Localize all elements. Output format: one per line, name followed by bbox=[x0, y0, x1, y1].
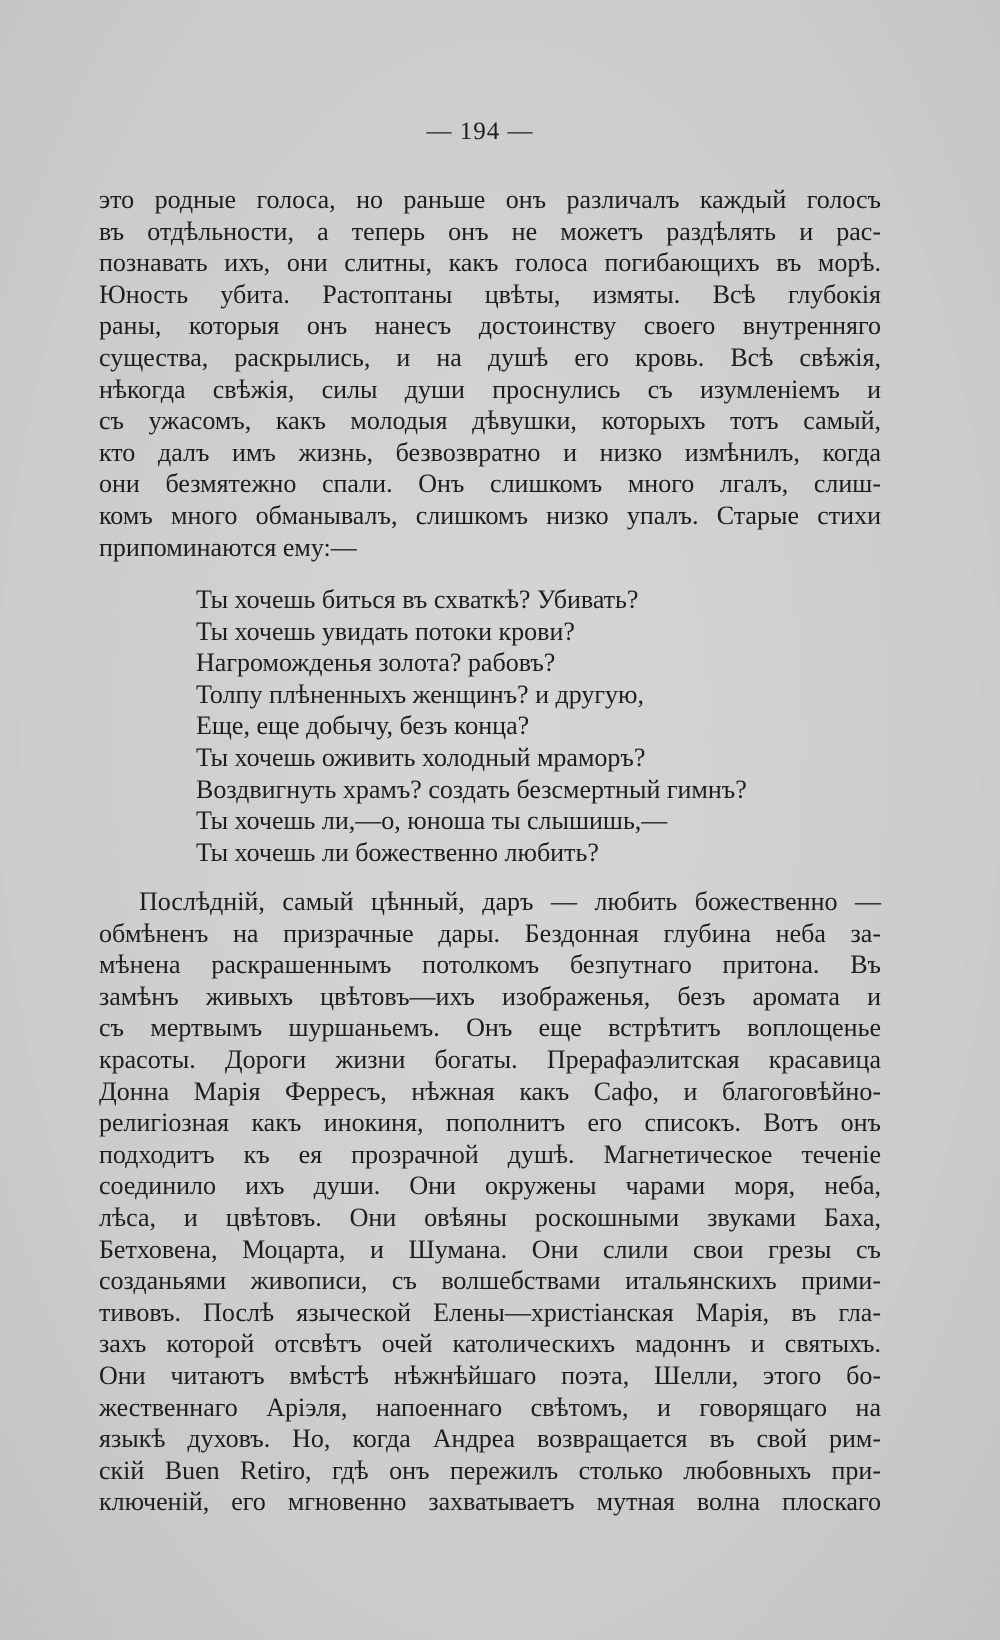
text-line: съ ужасомъ, какъ молодыя дѣвушки, которыхъ тотъ самый, bbox=[99, 406, 881, 436]
text-line: существа, раскрылись, и на душѣ его кровь. Всѣ свѣжiя, bbox=[99, 342, 881, 372]
text-line: Юность убита. Растоптаны цвѣты, измяты. Всѣ глубокiя bbox=[99, 279, 881, 309]
text-line: Донна Марiя Ферресъ, нѣжная какъ Сафо, и благоговѣйно- bbox=[99, 1076, 881, 1106]
verse-block bbox=[196, 584, 747, 868]
text-line: захъ которой отсвѣтъ очей католическихъ мадоннъ и святыхъ. bbox=[99, 1329, 881, 1359]
verse-line: Нагроможденья золота? рабовъ? bbox=[196, 648, 556, 678]
text-line: скiй Buen Retiro, гдѣ онъ пережилъ столько любовныхъ при- bbox=[99, 1455, 881, 1485]
verse-line: Воздвигнуть храмъ? создать безсмертный гимнъ? bbox=[196, 774, 747, 804]
text-line: созданьями живописи, съ волшебствами итальянскихъ прими- bbox=[99, 1266, 881, 1296]
verse-line: Ты хочешь биться въ схваткѣ? Убивать? bbox=[196, 585, 639, 614]
text-line: они безмятежно спали. Онъ слишкомъ много лгалъ, слиш- bbox=[99, 469, 881, 499]
text-line: въ отдѣльности, а теперь онъ не можетъ раздѣлять и рас- bbox=[99, 216, 881, 246]
paragraph-1 bbox=[99, 184, 881, 563]
verse-line: Ты хочешь увидать потоки крови? bbox=[196, 616, 575, 646]
text-line: припоминаются ему:— bbox=[99, 532, 357, 562]
page-number: — 194 — bbox=[426, 118, 534, 145]
text-line: жественнаго Арiэля, напоеннаго свѣтомъ, и говорящаго на bbox=[99, 1392, 881, 1422]
text-line: замѣнъ живыхъ цвѣтовъ—ихъ изображенья, безъ аромата и bbox=[99, 981, 881, 1011]
text-line: нѣкогда свѣжiя, силы души проснулись съ изумленiемъ и bbox=[99, 374, 881, 404]
text-line: соединило ихъ души. Они окружены чарами моря, неба, bbox=[99, 1171, 881, 1201]
text-line: красоты. Дороги жизни богаты. Прерафаэлитская красавица bbox=[99, 1044, 881, 1074]
text-line: съ мертвымъ шуршаньемъ. Онъ еще встрѣтитъ воплощенье bbox=[99, 1013, 881, 1043]
verse-line: Толпу плѣненныхъ женщинъ? и другую, bbox=[196, 679, 644, 709]
text-line: Они читаютъ вмѣстѣ нѣжнѣйшаго поэта, Шелли, этого бо- bbox=[99, 1360, 881, 1390]
text-line: лѣса, и цвѣтовъ. Они овѣяны роскошными звуками Баха, bbox=[99, 1202, 881, 1232]
text-line: мѣнена раскрашеннымъ потолкомъ безпутнаго притона. Въ bbox=[99, 950, 881, 980]
text-line: языкѣ духовъ. Но, когда Андреа возвращается въ свой рим- bbox=[99, 1424, 881, 1454]
verse-line: Ты хочешь ли божественно любить? bbox=[196, 837, 599, 867]
text-line: это родные голоса, но раньше онъ различалъ каждый голосъ bbox=[99, 185, 881, 214]
text-line: познавать ихъ, они слитны, какъ голоса погибающихъ въ морѣ. bbox=[99, 248, 881, 278]
text-line: обмѣненъ на призрачные дары. Бездонная глубина неба за- bbox=[99, 918, 881, 948]
paragraph-2 bbox=[99, 886, 881, 1518]
text-line: раны, которыя онъ нанесъ достоинству своего внутренняго bbox=[99, 311, 881, 341]
text-line: религiозная какъ инокиня, пополнитъ его списокъ. Вотъ онъ bbox=[99, 1108, 881, 1138]
verse-line: Ты хочешь ли,—о, юноша ты слышишь,— bbox=[196, 806, 668, 836]
verse-line: Ты хочешь оживить холодный мраморъ? bbox=[196, 742, 646, 772]
verse-line: Еще, еще добычу, безъ конца? bbox=[196, 711, 530, 741]
text-line: ключенiй, его мгновенно захватываетъ мутная волна плоскаго bbox=[99, 1487, 881, 1517]
text-line: Бетховена, Моцарта, и Шумана. Они слили свои грезы съ bbox=[99, 1234, 881, 1264]
text-line: Послѣднiй, самый цѣнный, даръ — любить божественно — bbox=[139, 887, 881, 916]
text-line: кто далъ имъ жизнь, безвозвратно и низко измѣнилъ, когда bbox=[99, 437, 881, 467]
text-line: комъ много обманывалъ, слишкомъ низко упалъ. Старые стихи bbox=[99, 500, 881, 530]
text-line: подходитъ къ ея прозрачной душѣ. Магнетическое теченiе bbox=[99, 1139, 881, 1169]
text-line: тивовъ. Послѣ языческой Елены—христiанская Марiя, въ гла- bbox=[99, 1297, 881, 1327]
